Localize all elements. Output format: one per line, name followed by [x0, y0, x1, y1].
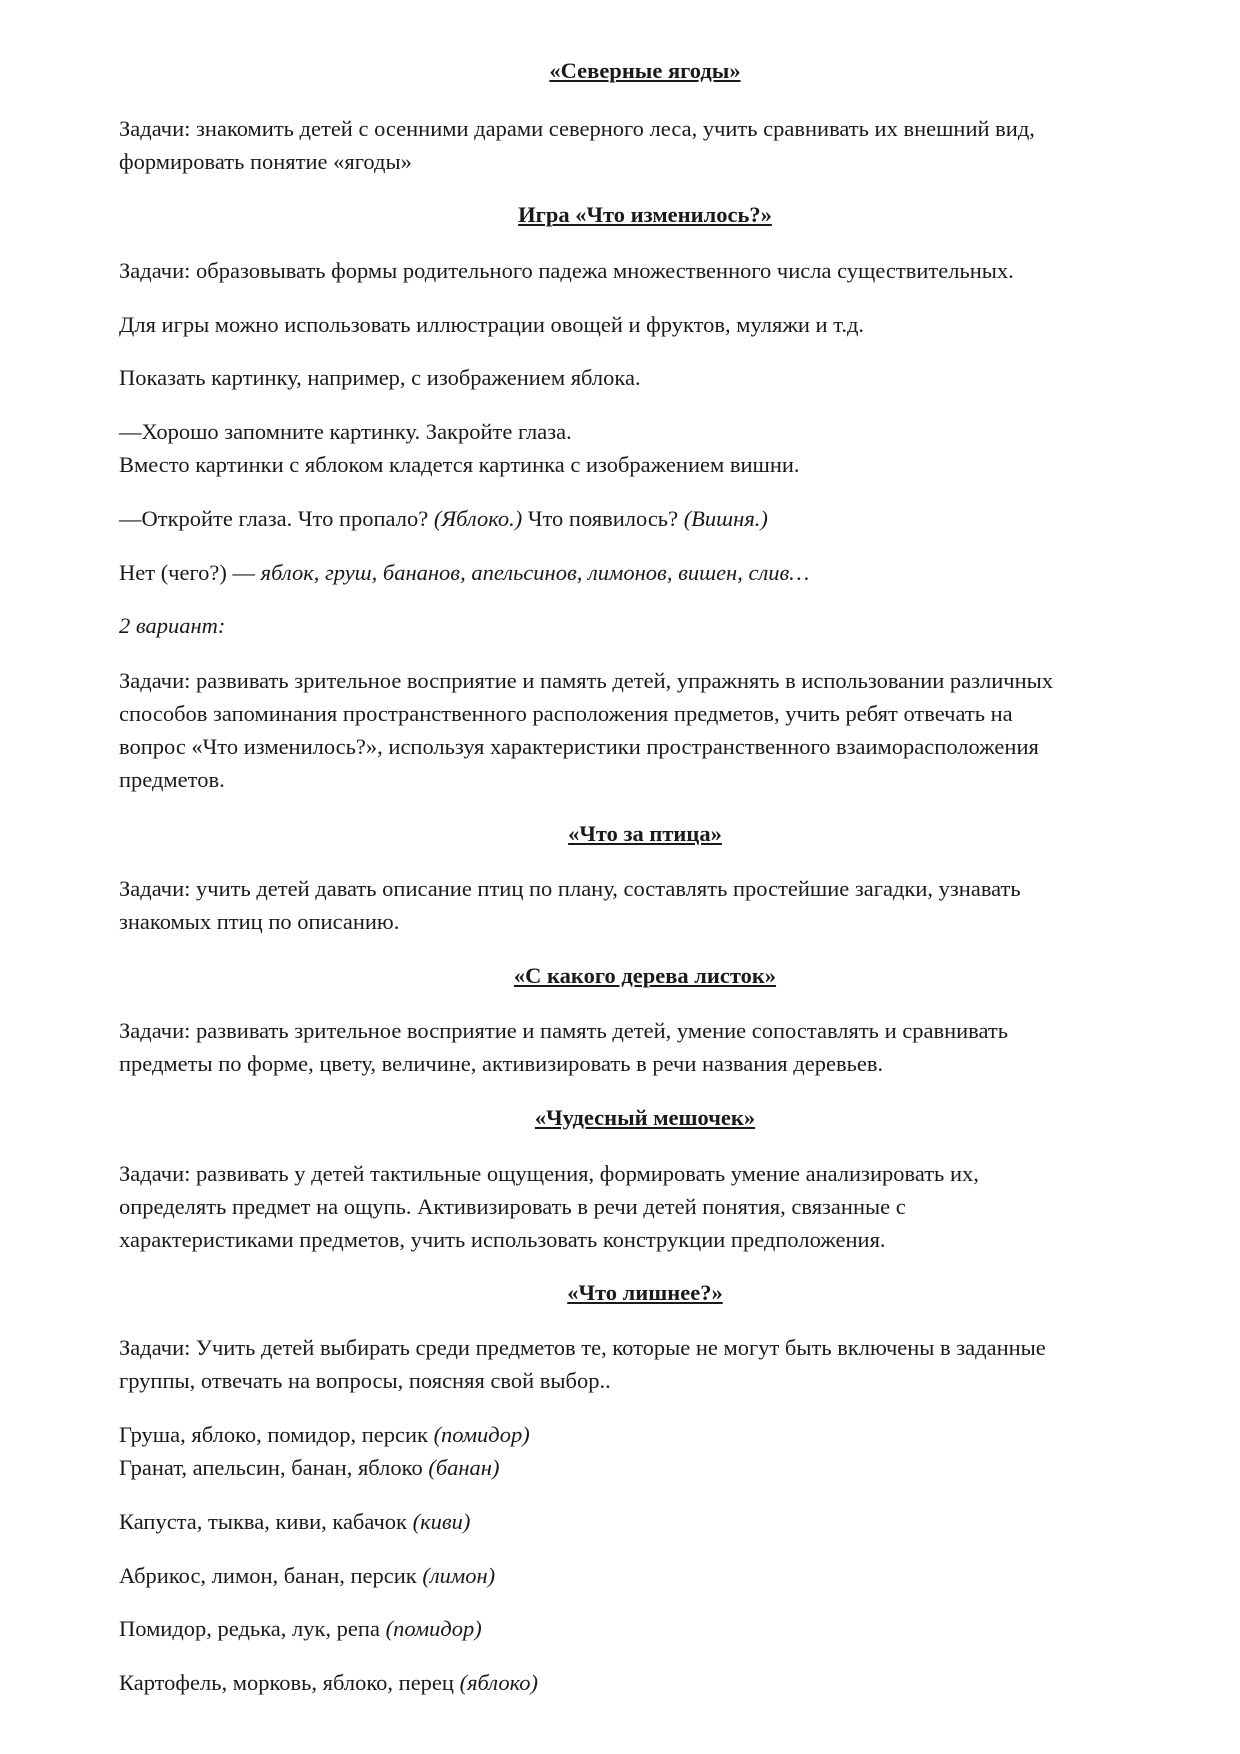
section-title: «Что за птица»	[568, 821, 722, 846]
tasks-line: Задачи: развивать зрительное восприятие и память детей, упражнять в использовании различных	[119, 668, 1054, 693]
text-span: Нет (чего?) —	[119, 560, 261, 585]
section-title: «Северные ягоды»	[549, 58, 741, 83]
section-title: «Чудесный мешочек»	[534, 1105, 756, 1130]
section-title: Игра «Что изменилось?»	[518, 202, 772, 227]
variant-label: 2 вариант:	[119, 613, 226, 638]
tasks-line: Задачи: знакомить детей с осенними дарами северного леса, учить сравнивать их внешний вид,	[119, 116, 1035, 141]
tasks-line: знакомых птиц по описанию.	[119, 909, 400, 934]
tasks-line: характеристиками предметов, учить использовать конструкции предположения.	[119, 1227, 886, 1252]
italic-answer: яблок, груш, бананов, апельсинов, лимонов, вишен, слив…	[260, 560, 810, 585]
tasks-line: способов запоминания пространственного расположения предметов, учить ребят отвечать на	[119, 701, 1013, 726]
list-item: Капуста, тыква, киви, кабачок (киви)	[119, 1509, 471, 1534]
italic-answer: (киви)	[412, 1509, 471, 1534]
section-title: «Что лишнее?»	[567, 1280, 723, 1305]
list-item: Абрикос, лимон, банан, персик (лимон)	[119, 1563, 496, 1588]
tasks-line: Задачи: образовывать формы родительного падежа множественного числа существительных.	[119, 258, 1014, 283]
tasks-line: предметов.	[119, 767, 225, 792]
tasks-line: Задачи: развивать зрительное восприятие и память детей, умение сопоставлять и сравнивать	[119, 1018, 1008, 1043]
text-span: Что появилось?	[522, 506, 684, 531]
tasks-line: вопрос «Что изменилось?», используя характеристики пространственного взаиморасположения	[119, 734, 1039, 759]
tasks-line: формировать понятие «ягоды»	[119, 149, 412, 174]
italic-answer: (Вишня.)	[683, 506, 768, 531]
italic-answer: (помидор)	[433, 1422, 530, 1447]
italic-answer: (банан)	[428, 1455, 500, 1480]
list-item: Помидор, редька, лук, репа (помидор)	[119, 1616, 482, 1641]
tasks-line: предметы по форме, цвету, величине, активизировать в речи названия деревьев.	[119, 1051, 884, 1076]
italic-answer: (Яблоко.)	[433, 506, 523, 531]
italic-answer: (помидор)	[385, 1616, 482, 1641]
italic-answer: (яблоко)	[459, 1670, 539, 1695]
tasks-line: Задачи: развивать у детей тактильные ощущения, формировать умение анализировать их,	[119, 1161, 979, 1186]
italic-answer: (лимон)	[422, 1563, 496, 1588]
tasks-line: группы, отвечать на вопросы, поясняя свой выбор..	[119, 1368, 611, 1393]
text-span: —Откройте глаза. Что пропало?	[119, 506, 434, 531]
list-item: Гранат, апельсин, банан, яблоко (банан)	[119, 1455, 500, 1480]
tasks-line: Задачи: Учить детей выбирать среди предметов те, которые не могут быть включены в заданные	[119, 1335, 1046, 1360]
section-title: «С какого дерева листок»	[513, 963, 777, 988]
paragraph: Для игры можно использовать иллюстрации овощей и фруктов, муляжи и т.д.	[119, 312, 865, 337]
paragraph	[119, 556, 809, 589]
list-item: Картофель, морковь, яблоко, перец (яблоко)	[119, 1670, 539, 1695]
tasks-line: Задачи: учить детей давать описание птиц по плану, составлять простейшие загадки, узнавать	[119, 876, 1021, 901]
dialogue-line: —Хорошо запомните картинку. Закройте глаза.	[119, 419, 572, 444]
paragraph: Показать картинку, например, с изображением яблока.	[119, 365, 641, 390]
list-item: Груша, яблоко, помидор, персик (помидор)	[119, 1422, 530, 1447]
dialogue-line	[119, 502, 768, 535]
tasks-line: определять предмет на ощупь. Активизировать в речи детей понятия, связанные с	[119, 1194, 906, 1219]
paragraph: Вместо картинки с яблоком кладется картинка с изображением вишни.	[119, 452, 800, 477]
